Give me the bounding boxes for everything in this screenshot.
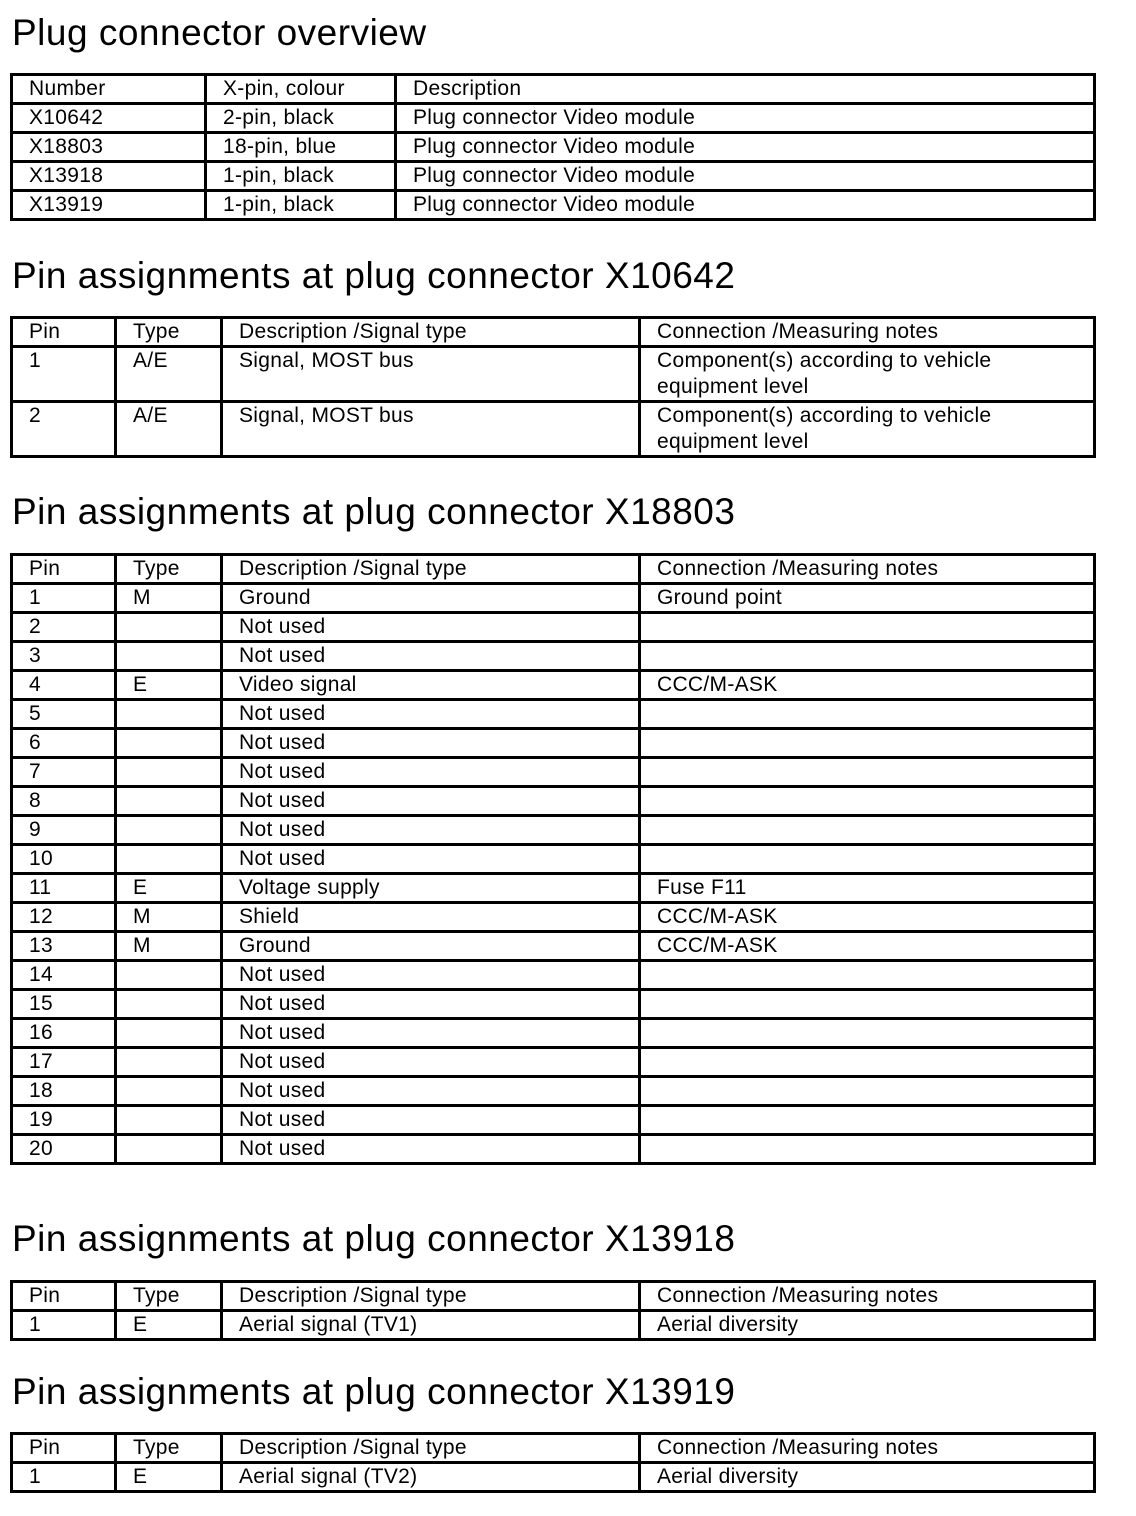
cell-pin: 6 xyxy=(12,729,116,758)
section-title-x18803: Pin assignments at plug connector X18803 xyxy=(12,491,736,532)
cell-pin: 7 xyxy=(12,758,116,787)
cell-connection xyxy=(640,990,1095,1019)
cell-type xyxy=(116,729,222,758)
cell-pin: 9 xyxy=(12,816,116,845)
cell-type xyxy=(116,1106,222,1135)
cell-pin-colour: 1-pin, black xyxy=(206,162,396,191)
cell-pin: 1 xyxy=(12,347,116,402)
cell-type xyxy=(116,990,222,1019)
table-row xyxy=(12,402,1095,457)
header-type: Type xyxy=(116,1282,222,1311)
cell-type: A/E xyxy=(116,402,222,457)
cell-type xyxy=(116,700,222,729)
cell-description: Not used xyxy=(222,1106,640,1135)
cell-pin: 4 xyxy=(12,671,116,700)
cell-description: Not used xyxy=(222,845,640,874)
cell-connection xyxy=(640,816,1095,845)
cell-type: E xyxy=(116,1311,222,1340)
cell-pin: 16 xyxy=(12,1019,116,1048)
cell-pin: 11 xyxy=(12,874,116,903)
cell-description: Not used xyxy=(222,613,640,642)
cell-type xyxy=(116,1077,222,1106)
cell-description: Plug connector Video module xyxy=(396,162,1095,191)
header-pin: Pin xyxy=(12,555,116,584)
cell-connection: CCC/M-ASK xyxy=(640,932,1095,961)
cell-connection xyxy=(640,758,1095,787)
table-row xyxy=(12,990,1095,1019)
cell-description: Not used xyxy=(222,787,640,816)
cell-pin: 13 xyxy=(12,932,116,961)
cell-connection xyxy=(640,1048,1095,1077)
cell-description: Signal, MOST bus xyxy=(222,347,640,402)
cell-connection: CCC/M-ASK xyxy=(640,903,1095,932)
cell-description: Not used xyxy=(222,816,640,845)
cell-type xyxy=(116,845,222,874)
cell-type: A/E xyxy=(116,347,222,402)
table-row xyxy=(12,133,1095,162)
cell-description: Video signal xyxy=(222,671,640,700)
cell-connection xyxy=(640,729,1095,758)
table-row xyxy=(12,671,1095,700)
pin-table-x18803 xyxy=(10,553,1096,1165)
table-row xyxy=(12,729,1095,758)
cell-description: Aerial signal (TV1) xyxy=(222,1311,640,1340)
cell-connection xyxy=(640,700,1095,729)
section-title-x10642: Pin assignments at plug connector X10642 xyxy=(12,255,736,296)
cell-connection xyxy=(640,1106,1095,1135)
cell-description: Plug connector Video module xyxy=(396,104,1095,133)
cell-number: X13919 xyxy=(12,191,206,220)
cell-description: Voltage supply xyxy=(222,874,640,903)
table-row xyxy=(12,1106,1095,1135)
cell-pin: 1 xyxy=(12,584,116,613)
cell-connection: Fuse F11 xyxy=(640,874,1095,903)
cell-pin: 2 xyxy=(12,402,116,457)
cell-description: Signal, MOST bus xyxy=(222,402,640,457)
header-number: Number xyxy=(12,75,206,104)
cell-pin: 3 xyxy=(12,642,116,671)
header-type: Type xyxy=(116,1434,222,1463)
table-row xyxy=(12,961,1095,990)
pin-table-x13919 xyxy=(10,1432,1096,1493)
header-type: Type xyxy=(116,555,222,584)
cell-description: Not used xyxy=(222,1077,640,1106)
cell-description: Not used xyxy=(222,642,640,671)
table-row xyxy=(12,874,1095,903)
table-header-row xyxy=(12,1434,1095,1463)
table-row xyxy=(12,1048,1095,1077)
cell-description: Shield xyxy=(222,903,640,932)
header-pin: Pin xyxy=(12,1282,116,1311)
table-row xyxy=(12,816,1095,845)
cell-connection xyxy=(640,1135,1095,1164)
cell-type: E xyxy=(116,671,222,700)
table-row xyxy=(12,1311,1095,1340)
cell-description: Not used xyxy=(222,1048,640,1077)
cell-connection xyxy=(640,1077,1095,1106)
table-header-row xyxy=(12,318,1095,347)
cell-connection: Component(s) according to vehicle equipment level xyxy=(640,402,1095,457)
cell-connection xyxy=(640,613,1095,642)
header-pin: Pin xyxy=(12,1434,116,1463)
cell-description: Not used xyxy=(222,1135,640,1164)
table-row xyxy=(12,347,1095,402)
cell-description: Not used xyxy=(222,758,640,787)
header-connection: Connection /Measuring notes xyxy=(640,1434,1095,1463)
cell-type: E xyxy=(116,1463,222,1492)
cell-connection: CCC/M-ASK xyxy=(640,671,1095,700)
cell-pin: 1 xyxy=(12,1311,116,1340)
cell-description: Not used xyxy=(222,1019,640,1048)
cell-connection xyxy=(640,961,1095,990)
cell-description: Not used xyxy=(222,961,640,990)
cell-pin-colour: 1-pin, black xyxy=(206,191,396,220)
cell-number: X13918 xyxy=(12,162,206,191)
header-description: Description /Signal type xyxy=(222,1434,640,1463)
cell-pin: 20 xyxy=(12,1135,116,1164)
cell-type xyxy=(116,1048,222,1077)
header-description: Description /Signal type xyxy=(222,318,640,347)
cell-type xyxy=(116,1135,222,1164)
cell-type: M xyxy=(116,932,222,961)
cell-description: Not used xyxy=(222,700,640,729)
table-header-row xyxy=(12,1282,1095,1311)
cell-connection xyxy=(640,642,1095,671)
header-connection: Connection /Measuring notes xyxy=(640,1282,1095,1311)
cell-type xyxy=(116,1019,222,1048)
cell-type xyxy=(116,758,222,787)
cell-type xyxy=(116,642,222,671)
cell-description: Plug connector Video module xyxy=(396,191,1095,220)
header-pin-colour: X-pin, colour xyxy=(206,75,396,104)
table-row xyxy=(12,1077,1095,1106)
table-row xyxy=(12,903,1095,932)
table-row xyxy=(12,787,1095,816)
cell-type: E xyxy=(116,874,222,903)
header-pin: Pin xyxy=(12,318,116,347)
table-row xyxy=(12,1135,1095,1164)
header-description: Description /Signal type xyxy=(222,555,640,584)
cell-pin: 10 xyxy=(12,845,116,874)
cell-pin: 12 xyxy=(12,903,116,932)
cell-connection: Ground point xyxy=(640,584,1095,613)
table-row xyxy=(12,845,1095,874)
cell-pin: 15 xyxy=(12,990,116,1019)
cell-connection: Aerial diversity xyxy=(640,1463,1095,1492)
cell-description: Plug connector Video module xyxy=(396,133,1095,162)
cell-pin: 14 xyxy=(12,961,116,990)
cell-description: Aerial signal (TV2) xyxy=(222,1463,640,1492)
cell-type: M xyxy=(116,903,222,932)
table-row xyxy=(12,613,1095,642)
table-row xyxy=(12,584,1095,613)
cell-description: Ground xyxy=(222,932,640,961)
header-description: Description xyxy=(396,75,1095,104)
cell-pin: 2 xyxy=(12,613,116,642)
cell-type xyxy=(116,961,222,990)
cell-pin-colour: 18-pin, blue xyxy=(206,133,396,162)
cell-description: Ground xyxy=(222,584,640,613)
header-description: Description /Signal type xyxy=(222,1282,640,1311)
cell-description: Not used xyxy=(222,990,640,1019)
table-row xyxy=(12,1463,1095,1492)
table-row xyxy=(12,758,1095,787)
header-type: Type xyxy=(116,318,222,347)
cell-connection: Aerial diversity xyxy=(640,1311,1095,1340)
cell-type xyxy=(116,613,222,642)
overview-table xyxy=(10,73,1096,221)
cell-pin: 8 xyxy=(12,787,116,816)
cell-type xyxy=(116,816,222,845)
table-row xyxy=(12,932,1095,961)
cell-pin: 19 xyxy=(12,1106,116,1135)
cell-type: M xyxy=(116,584,222,613)
table-row xyxy=(12,700,1095,729)
table-row xyxy=(12,191,1095,220)
table-row xyxy=(12,104,1095,133)
section-title-x13918: Pin assignments at plug connector X13918 xyxy=(12,1218,736,1259)
cell-connection xyxy=(640,1019,1095,1048)
cell-number: X10642 xyxy=(12,104,206,133)
table-header-row xyxy=(12,75,1095,104)
header-connection: Connection /Measuring notes xyxy=(640,555,1095,584)
table-header-row xyxy=(12,555,1095,584)
cell-number: X18803 xyxy=(12,133,206,162)
table-row xyxy=(12,1019,1095,1048)
overview-title: Plug connector overview xyxy=(12,12,427,53)
pin-table-x13918 xyxy=(10,1280,1096,1341)
table-row xyxy=(12,642,1095,671)
table-row xyxy=(12,162,1095,191)
cell-connection xyxy=(640,787,1095,816)
cell-description: Not used xyxy=(222,729,640,758)
cell-connection: Component(s) according to vehicle equipment level xyxy=(640,347,1095,402)
cell-pin: 1 xyxy=(12,1463,116,1492)
section-title-x13919: Pin assignments at plug connector X13919 xyxy=(12,1371,736,1412)
cell-pin: 18 xyxy=(12,1077,116,1106)
cell-connection xyxy=(640,845,1095,874)
cell-pin: 5 xyxy=(12,700,116,729)
pin-table-x10642 xyxy=(10,316,1096,458)
header-connection: Connection /Measuring notes xyxy=(640,318,1095,347)
cell-pin-colour: 2-pin, black xyxy=(206,104,396,133)
cell-pin: 17 xyxy=(12,1048,116,1077)
cell-type xyxy=(116,787,222,816)
